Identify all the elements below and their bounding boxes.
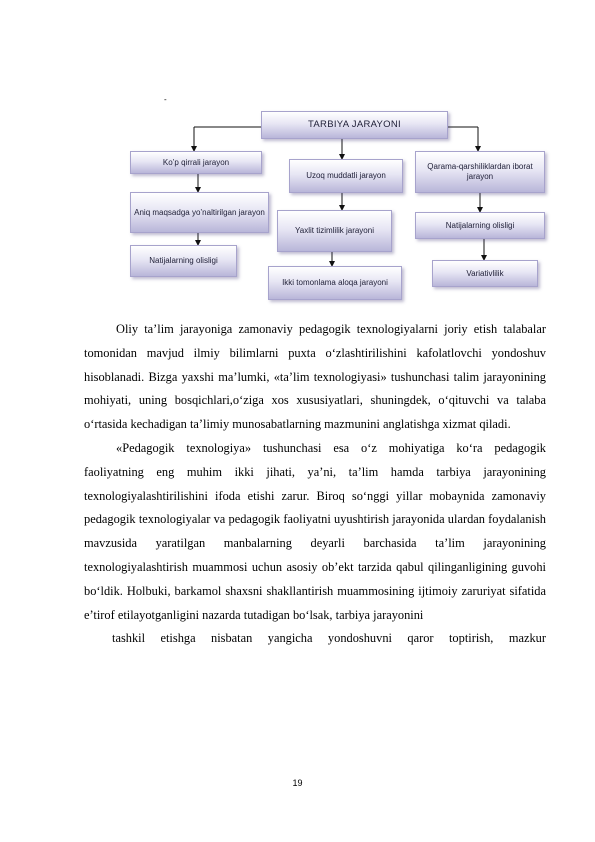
box-yaxlit-tizimlilik: Yaxlit tizimlilik jarayoni: [277, 210, 392, 252]
box-uzoq-muddatli: Uzoq muddatli jarayon: [289, 159, 403, 193]
box-natijalar-col3: Natijalarning olisligi: [415, 212, 545, 239]
paragraph-2: «Pedagogik texnologiya» tushunchasi esa o‘z mohiyatiga ko‘ra pedagogik faoliyatning eng muhim ikki jihati, ya’ni, ta’lim hamda tarbiya jarayonining texnologiyalashtirilishini ifoda etishi zarur. Biroq so‘nggi yillar mobaynida zamonaviy pedagogik texnologiyalar va pedagogik faoliyatni uyushtirish jarayonida ulardan foydalanish mavzusida yaratilgan manbalarning deyarli barchasida ta’lim jarayonining texnologiyalashtirish muammosi uchun asosiy ob’ekt tarzida qabul qilinganligining guvohi bo‘ldik. Holbuki, barkamol shaxsni shakllantirish muammosining ijtimoiy zaruriyat sifatida e’tirof etilayotganligini nazarda tutadigan bo‘lsak, tarbiya jarayonini: [84, 440, 546, 622]
box-qarama-qarshiliklar: Qarama-qarshiliklardan iborat jarayon: [415, 151, 545, 193]
box-variativlilik: Variativlilik: [432, 260, 538, 287]
tarbiya-jarayoni-diagram: [0, 0, 595, 310]
box-ikki-tomonlama: Ikki tomonlama aloqa jarayoni: [268, 266, 402, 300]
box-kop-qirrali: Ko’p qirrali jarayon: [130, 151, 262, 174]
box-tarbiya-jarayoni: TARBIYA JARAYONI: [261, 111, 448, 139]
paragraph-3: tashkil etishga nisbatan yangicha yondoshuvni qaror toptirish, mazkur: [112, 631, 546, 646]
box-aniq-maqsadga: Aniq maqsadga yo’naltirilgan jarayon: [130, 192, 269, 233]
body-text: [84, 318, 546, 651]
paragraph-1: Oliy ta’lim jarayoniga zamonaviy pedagogik texnologiyalarni joriy etish talabalar tomonidan mavjud ilmiy bilimlarni puxta o‘zlashtirilishini kafolatlovchi yondoshuv hisoblanadi. Bizga yaxshi ma’lumki, «ta’lim texnologiyasi» tushunchasi talim jarayonining mohiyati, uning bosqichlari,o‘ziga xos xususiyatlari, shuningdek, o‘qituvchi va talaba o‘rtasida kechadigan ta’limiy munosabatlarning mazmunini anglatishga xizmat qiladi.: [84, 322, 546, 432]
box-natijalar-col1: Natijalarning olisligi: [130, 245, 237, 277]
page-number: 19: [292, 778, 303, 788]
stray-mark: -: [164, 95, 167, 104]
